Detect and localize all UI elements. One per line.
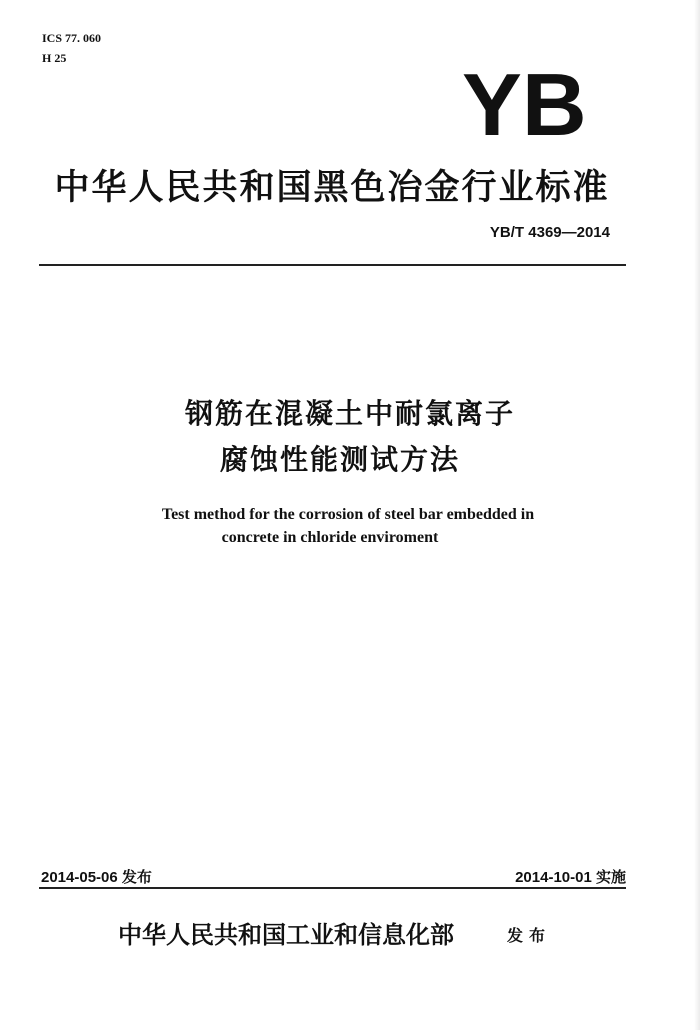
bottom-divider (39, 887, 626, 889)
document-title-cn-line-1: 钢筋在混凝土中耐氯离子 (184, 397, 515, 430)
standard-number: YB/T 4369—2014 (489, 224, 610, 241)
issuing-authority: 中华人民共和国工业和信息化部 (118, 920, 454, 949)
top-divider (39, 264, 626, 266)
issue-date: 2014-05-06 发布 (41, 869, 152, 886)
yb-logo (462, 55, 610, 154)
issue-label: 发布 (507, 926, 552, 945)
implementation-date: 2014-10-01 实施 (515, 869, 626, 886)
standard-category-title: 中华人民共和国黑色冶金行业标准 (54, 168, 610, 208)
yb-logo-text: YB (462, 55, 587, 154)
ccs-code: H 25 (42, 51, 67, 65)
document-title-cn-line-2: 腐蚀性能测试方法 (219, 443, 460, 476)
ics-code: ICS 77. 060 (42, 31, 102, 45)
document-title-en-line-1: Test method for the corrosion of steel bar embedded in (161, 506, 535, 523)
document-title-en-line-2: concrete in chloride enviroment (221, 529, 439, 546)
